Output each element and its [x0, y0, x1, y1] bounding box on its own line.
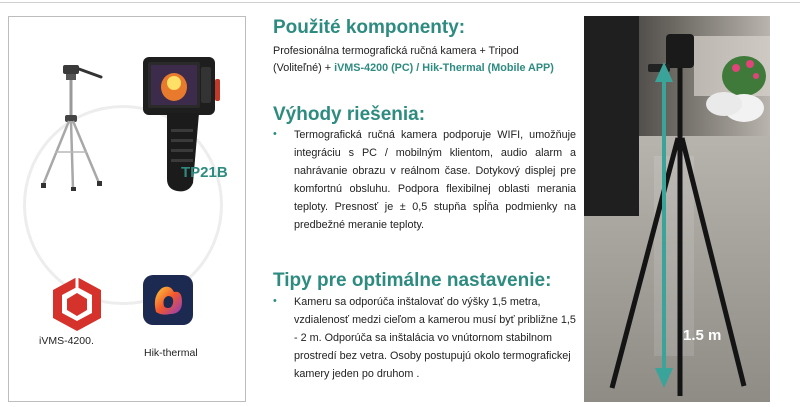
tripod-image — [35, 57, 105, 192]
advantages-bullet: • — [273, 128, 277, 140]
advantages-text: Termografická ručná kamera podporuje WIFI, umožňuje integráciu s PC / mobilným klientom, audio alarm a nahrávanie obrazu v reálnom čase. Dotykový displej pre komfortnú obsluhu. Podpora flexibilnej oblasti merania teploty. Presnosť je ± 0,5 stupňa spĺňa podmienky na predbežné meranie teploty. — [294, 129, 576, 231]
product-card — [8, 16, 246, 402]
components-heading: Použité komponenty: — [273, 17, 466, 38]
model-label: TP21B — [181, 164, 228, 181]
components-software: iVMS-4200 (PC) / Hik-Thermal (Mobile APP) — [334, 62, 554, 74]
components-line2 — [273, 60, 573, 77]
hik-thermal-logo-icon — [142, 274, 194, 326]
top-rule — [0, 2, 800, 3]
components-line2-prefix: (Voliteľné) + — [273, 62, 335, 74]
tips-bullet: • — [273, 295, 277, 307]
advantages-heading: Výhody riešenia: — [273, 104, 426, 125]
components-text — [273, 43, 573, 77]
tips-text: Kameru sa odporúča inštalovať do výšky 1,5 metra, vzdialenosť medzi cieľom a kamerou musí byť približne 1,5 - 2 m. Odporúča sa inštalácia vo vnútornom stabilnom prostredí bez vetra. Osoby postupujú okolo termografickej kamery jeden po druhom . — [294, 296, 576, 380]
height-label: 1.5 m — [683, 327, 722, 344]
ivms-logo-icon — [51, 275, 103, 333]
tips-heading: Tipy pre optimálne nastavenie: — [273, 270, 552, 291]
hik-thermal-label: Hik-thermal — [144, 347, 198, 359]
installation-photo — [584, 16, 770, 402]
components-line1: Profesionálna termografická ručná kamera + Tripod — [273, 45, 519, 57]
ivms-label: iVMS-4200. — [39, 335, 94, 347]
